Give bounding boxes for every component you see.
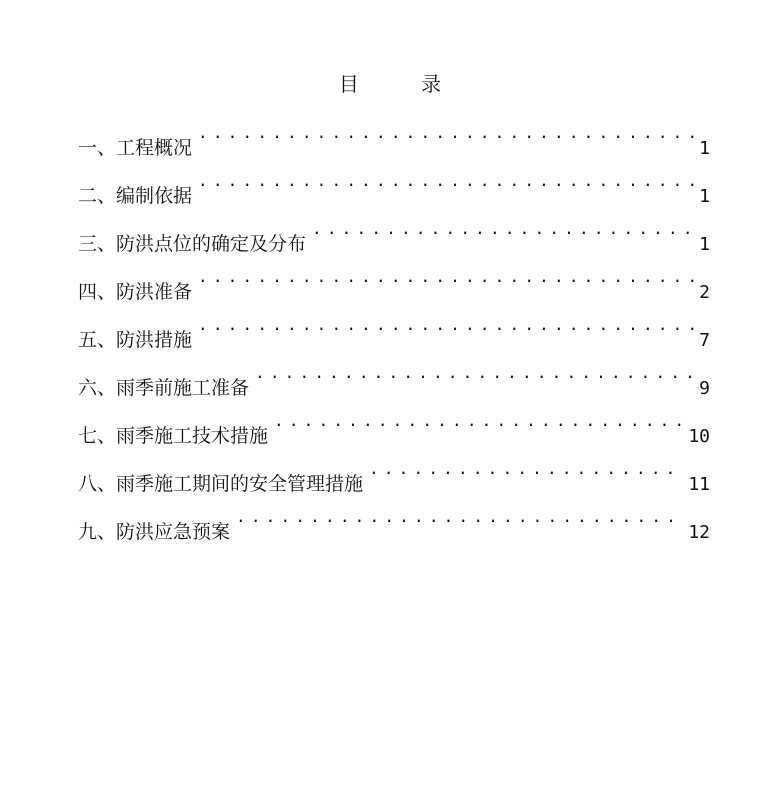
toc-entry[interactable] [78,112,710,160]
toc-entry-page-number: 7 [699,330,710,351]
toc-entry-page-number: 1 [699,186,710,207]
toc-dot-leader [369,448,684,490]
toc-entry-page-number: 9 [699,378,710,399]
toc-dot-leader [198,256,695,298]
toc-entry-page-number: 12 [688,522,710,543]
toc-entry-label: 六、雨季前施工准备 [78,377,250,399]
toc-dot-leader [255,352,695,394]
toc-entry-label: 八、雨季施工期间的安全管理措施 [78,473,364,495]
toc-title: 目 录 [338,72,470,96]
toc-entry-label: 九、防洪应急预案 [78,521,231,543]
toc-entry-label: 二、编制依据 [78,185,193,207]
toc-dot-leader [198,112,695,154]
toc-dot-leader [236,496,684,538]
toc-list [78,112,710,544]
toc-entry-page-number: 10 [688,426,710,447]
toc-entry-label: 三、防洪点位的确定及分布 [78,233,307,255]
toc-entry-label: 五、防洪措施 [78,329,193,351]
toc-entry-label: 四、防洪准备 [78,281,193,303]
toc-dot-leader [274,400,684,442]
toc-entry-label: 七、雨季施工技术措施 [78,425,269,447]
toc-dot-leader [198,304,695,346]
toc-entry-page-number: 1 [699,138,710,159]
toc-entry-page-number: 2 [699,282,710,303]
toc-entry-page-number: 1 [699,234,710,255]
toc-entry-label: 一、工程概况 [78,137,193,159]
toc-dot-leader [198,160,695,202]
toc-entry-page-number: 11 [688,474,710,495]
toc-dot-leader [312,208,695,250]
